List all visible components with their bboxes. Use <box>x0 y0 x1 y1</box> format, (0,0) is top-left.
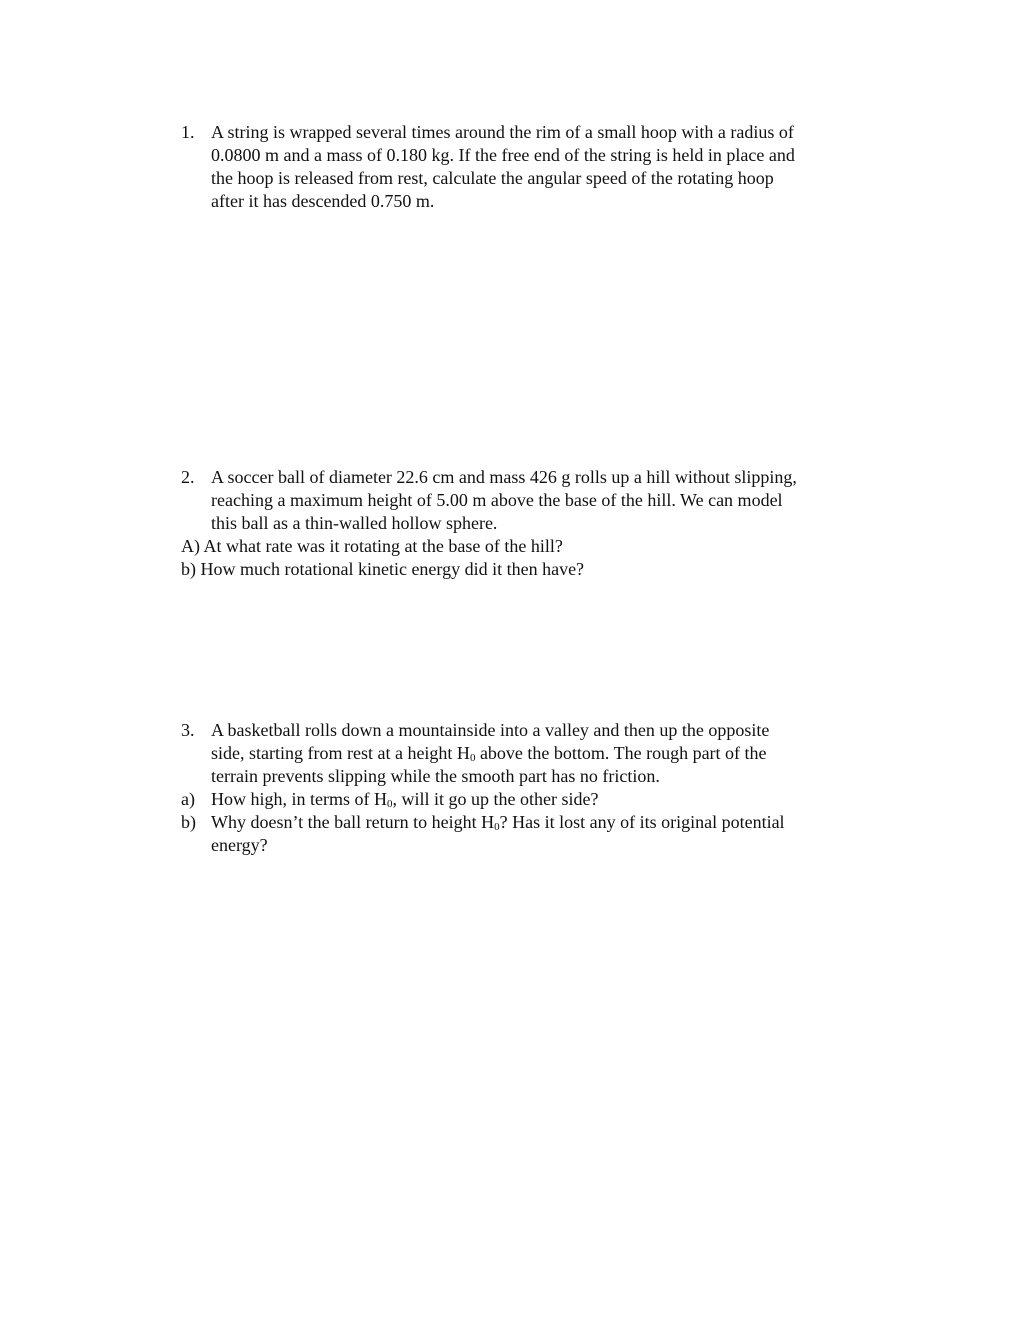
question-text-line: 0.0800 m and a mass of 0.180 kg. If the free end of the string is held in place and <box>211 145 795 165</box>
part-label: a) <box>181 789 195 809</box>
subscript: 0 <box>469 752 476 764</box>
text-segment: side, starting from rest at a height H <box>211 743 470 763</box>
question-text-line: this ball as a thin-walled hollow sphere. <box>211 513 498 533</box>
subscript: 0 <box>386 798 393 810</box>
question-text-line: reaching a maximum height of 5.00 m above the base of the hill. We can model <box>211 490 783 510</box>
text-segment: ? Has it lost any of its original potential <box>499 812 785 832</box>
text-segment: above the bottom. The rough part of the <box>475 743 767 763</box>
subscript: 0 <box>494 821 500 833</box>
question-text-line: after it has descended 0.750 m. <box>211 191 435 211</box>
text-segment: How high, in terms of H <box>211 789 387 809</box>
question-text-line: A string is wrapped several times around the rim of a small hoop with a radius of <box>211 122 794 142</box>
question-text-line: the hoop is released from rest, calculate the angular speed of the rotating hoop <box>211 168 774 188</box>
text-segment: , will it go up the other side? <box>392 789 599 809</box>
question-number: 3. <box>181 720 195 740</box>
question-text-line: energy? <box>211 835 268 855</box>
question-text-line <box>211 742 767 765</box>
question-number: 1. <box>181 122 195 142</box>
question-text-line: A basketball rolls down a mountainside into a valley and then up the opposite <box>211 720 770 740</box>
question-part-b <box>211 811 785 834</box>
part-label: b) <box>181 812 196 832</box>
question-text-line: A soccer ball of diameter 22.6 cm and mass 426 g rolls up a hill without slipping, <box>211 467 797 487</box>
question-part-a: A) At what rate was it rotating at the base of the hill? <box>181 536 563 556</box>
question-part-a <box>211 788 598 811</box>
question-part-b: b) How much rotational kinetic energy did it then have? <box>181 559 585 579</box>
question-number: 2. <box>181 467 195 487</box>
question-text-line: terrain prevents slipping while the smooth part has no friction. <box>211 766 660 786</box>
text-segment: Why doesn’t the ball return to height H <box>211 812 495 832</box>
